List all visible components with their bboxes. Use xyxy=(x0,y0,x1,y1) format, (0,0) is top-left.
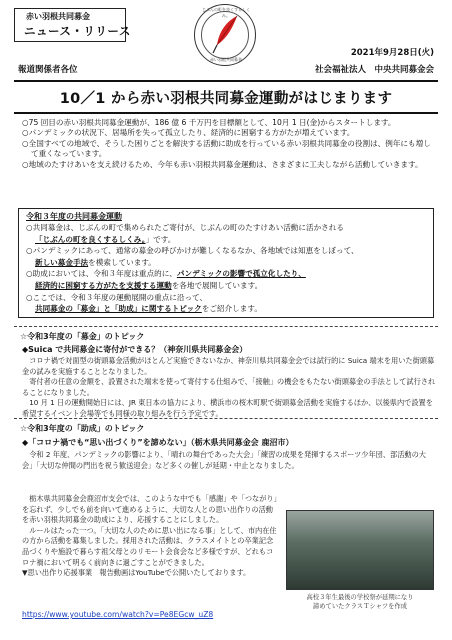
title-rule-bottom xyxy=(14,112,438,114)
section-divider xyxy=(14,418,438,419)
red-feather-icon xyxy=(207,13,245,55)
section1-subheading: ◆Suica で共同募金に寄付ができる？（神奈川県共同募金会） xyxy=(22,345,248,354)
intro-item: ○75 回目の赤い羽根共同募金運動が、186 億 6 千万円を目標額として、10月 1 日(金)からスタートします。 xyxy=(22,118,396,127)
section2-subheading: ◆「コロナ禍でも“思い出づくり”を諦めない」（栃木県共同募金会 鹿沼市） xyxy=(22,438,294,447)
section2-body-top xyxy=(22,450,436,471)
paragraph: ▼思い出作り応援事業 報告動画はYouTubeで公開いたしております。 xyxy=(22,568,251,578)
intro-item: ○地域のたすけあいを支え続けるため、今年も赤い羽根共同募金運動は、さまざまに工夫しながら活動していきます。 xyxy=(22,159,423,169)
box-emphasis: 経済的に困窮する方がたを支援する運動 xyxy=(35,280,172,290)
box-body xyxy=(26,222,428,315)
release-date: 2021年9月28日(火) xyxy=(350,48,434,58)
group-photo xyxy=(286,510,434,590)
logo-top-text: じぶんの町を良くするしくみ。 xyxy=(202,7,250,18)
section2-body-left xyxy=(22,494,280,579)
page-title: 10／1 から赤い羽根共同募金運動がはじまります xyxy=(59,91,393,107)
intro-bullets xyxy=(22,118,438,170)
box-emphasis: 新しい募金手法 xyxy=(35,257,89,267)
paragraph: 寄付者の任意の金額を、設置された端末を使って寄付する仕組みで、「接触」の機会をもたない街頭募金の手法として試行されることになりました。 xyxy=(22,377,436,397)
box-emphasis: パンデミックの影響で孤立化したり、 xyxy=(176,269,306,279)
logo-bottom-text: 赤い羽根共同募金 xyxy=(210,57,242,62)
recipient: 報道関係者各位 xyxy=(18,65,78,75)
paragraph: 栃木県共同募金会鹿沼市支会では、このような中でも「感謝」や「つながり」を忘れず、少しでも前を向いて進めるように、大切な人との思い出作りの活動を赤い羽根共同募金の助成により、応援することにしました。 xyxy=(22,494,278,525)
box-item: ○パンデミックにあって、通常の募金の呼びかけが難しくなるなか、各地域では知恵をしぼって、 新しい募金手法を模索しています。 xyxy=(26,246,359,267)
release-label: ニュース・リリース xyxy=(24,24,131,38)
title-rule-top xyxy=(14,80,438,82)
paragraph: ルールはたった一つ。「大切な人のために思い出になる事」として、市内在住の方から活動を募集しました。採用された活動は、クラスメイトとの卒業記念品づくりや施設で暮らす祖父母とのリモート会食会など多様ですが、どれもコロナ禍において明るく前向きに過ごすことができました。 xyxy=(22,525,277,567)
section1-body xyxy=(22,356,436,420)
intro-item: ○パンデミックの状況下、居場所を失って孤立したり、経済的に困窮する方がたが増えています。 xyxy=(22,128,355,138)
section-divider xyxy=(14,326,438,327)
box-emphasis: 共同募金の「募金」と「助成」に関するトピック xyxy=(35,304,202,314)
paragraph: 10 月 1 日の運動開始日には、JR 東日本の協力により、横浜市の桜木町駅で街頭募金活動を実施するほか、以後県内で設置を希望するイベント会場等でも同様の取り組みを行う予定です。 xyxy=(22,398,433,418)
photo-caption: 高校３年生最後の学校祭が延期になり 諦めていたクラスＴシャツを作成 xyxy=(306,594,414,610)
section2-heading: ☆令和3年度の「助成」のトピック xyxy=(20,424,145,433)
youtube-link[interactable]: https://www.youtube.com/watch?v=Pe8EGcw_uZ8 xyxy=(22,610,214,619)
box-item: ○共同募金は、じぶんの町で集められたご寄付が、じぶんの町のたすけあい活動に活かされる 「じぶんの町を良くするしくみ。」です。 xyxy=(26,223,344,244)
org-small-label: 赤い羽根共同募金 xyxy=(26,12,90,21)
paragraph: 令和 2 年度、パンデミックの影響により、「晴れの舞台であった大会」「練習の成果を発揮するスポーツ少年団、部活動の大会」「大切な仲間の門出を祝う歓送迎会」など多くの催しが延期・中止となりました。 xyxy=(22,450,426,470)
paragraph: コロナ禍で対面型の街頭募金活動がほとんど実施できないなか、神奈川県共同募金会では試行的に Suica 端末を用いた街頭募金の試みを実施することとなりました。 xyxy=(22,356,435,376)
box-emphasis: 「じぶんの町を良くするしくみ。 xyxy=(35,234,146,244)
intro-item: ○全国すべての地域で、そうした困りごとを解決する活動に助成を行っている赤い羽根共同募金の役割は、例年にも増して重くなっています。 xyxy=(22,138,431,159)
box-item: ○助成においては、令和３年度は重点的に、パンデミックの影響で孤立化したり、 経済的に困窮する方がたを支援する運動を各地で展開しています。 xyxy=(26,269,306,290)
box-item: ○ここでは、令和３年度の運動展開の重点に沿って、 共同募金の「募金」と「助成」に関するトピックをご紹介します。 xyxy=(26,292,262,314)
section1-heading: ☆令和3年度の「募金」のトピック xyxy=(20,332,145,341)
sender: 社会福祉法人 中央共同募金会 xyxy=(314,65,434,75)
box-heading: 令和３年度の共同募金運動 xyxy=(26,212,122,221)
